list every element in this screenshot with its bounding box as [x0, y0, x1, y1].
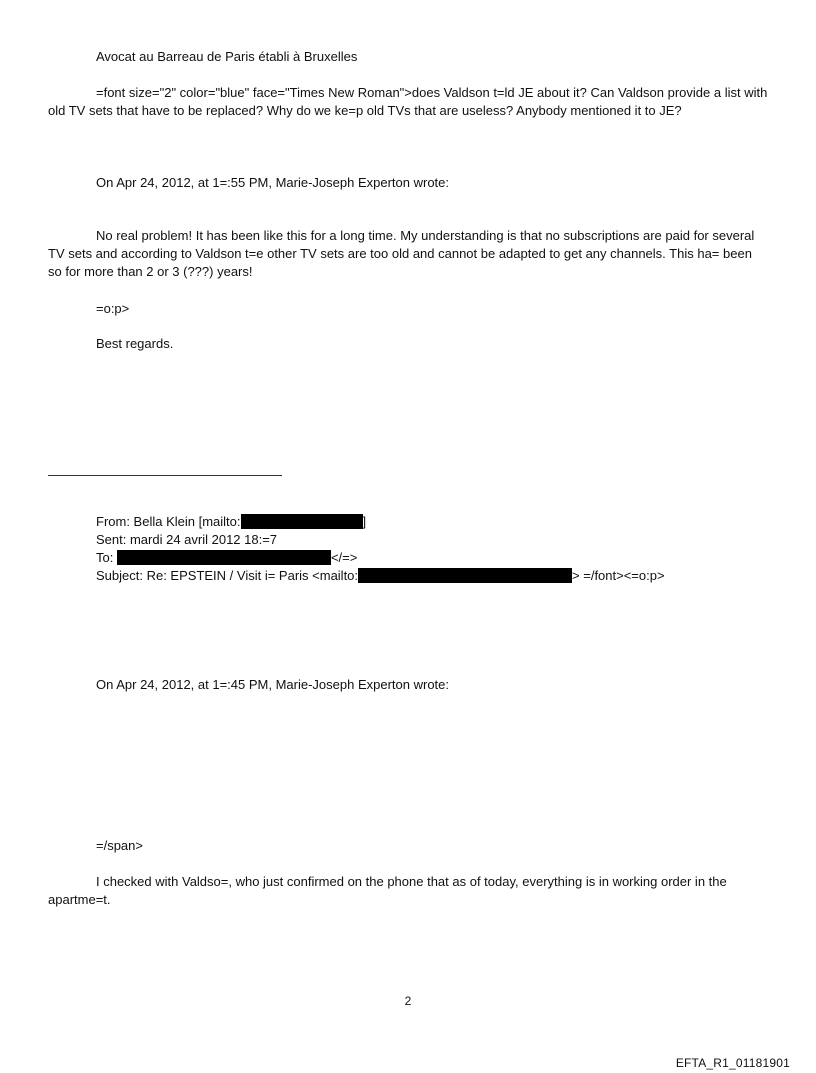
email-to-line [96, 549, 357, 567]
best-regards: Best regards. [96, 336, 174, 351]
signature-line: Avocat au Barreau de Paris établi à Bruxelles [96, 49, 358, 64]
to-suffix: </=> [330, 550, 358, 565]
bates-number: EFTA_R1_01181901 [675, 1056, 790, 1070]
redaction-block [241, 514, 363, 529]
redaction-block [358, 568, 572, 583]
from-suffix: ] [362, 514, 367, 529]
op-tag-line: =o:p> [96, 301, 130, 316]
body-paragraph-3: I checked with Valdso=, who just confirmed on the phone that as of today, everything is in working order in the apartme=t. [48, 874, 727, 907]
email-subject-line [96, 567, 665, 585]
quoted-wrote-line-2: On Apr 24, 2012, at 1=:45 PM, Marie-Joseph Experton wrote: [96, 677, 449, 692]
to-label: To: [96, 550, 117, 565]
body-paragraph-2: No real problem! It has been like this for a long time. My understanding is that no subscriptions are paid for several TV sets and according to Valdson t=e other TV sets are too old and cannot be adapted to get any channels. This ha= been so for more than 2 or 3 (???) years! [48, 228, 755, 279]
quoted-wrote-line-1: On Apr 24, 2012, at 1=:55 PM, Marie-Joseph Experton wrote: [96, 175, 449, 190]
page-number: 2 [404, 994, 412, 1008]
email-sent-line: Sent: mardi 24 avril 2012 18:=7 [96, 532, 278, 547]
body-paragraph-1: =font size="2" color="blue" face="Times New Roman">does Valdson t=ld JE about it? Can Valdson provide a list with old TV sets that have to be replaced? Why do we ke=p old TVs that are useless? Anybody mentioned it to JE? [48, 85, 768, 118]
redaction-block [117, 550, 331, 565]
span-tag-line: =/span> [96, 838, 143, 853]
from-label: From: Bella Klein [mailto: [96, 514, 241, 529]
separator-rule [48, 475, 282, 476]
subject-suffix: > =/font><=o:p> [572, 568, 665, 583]
email-from-line [96, 513, 366, 531]
subject-label: Subject: Re: EPSTEIN / Visit i= Paris <mailto: [96, 568, 359, 583]
